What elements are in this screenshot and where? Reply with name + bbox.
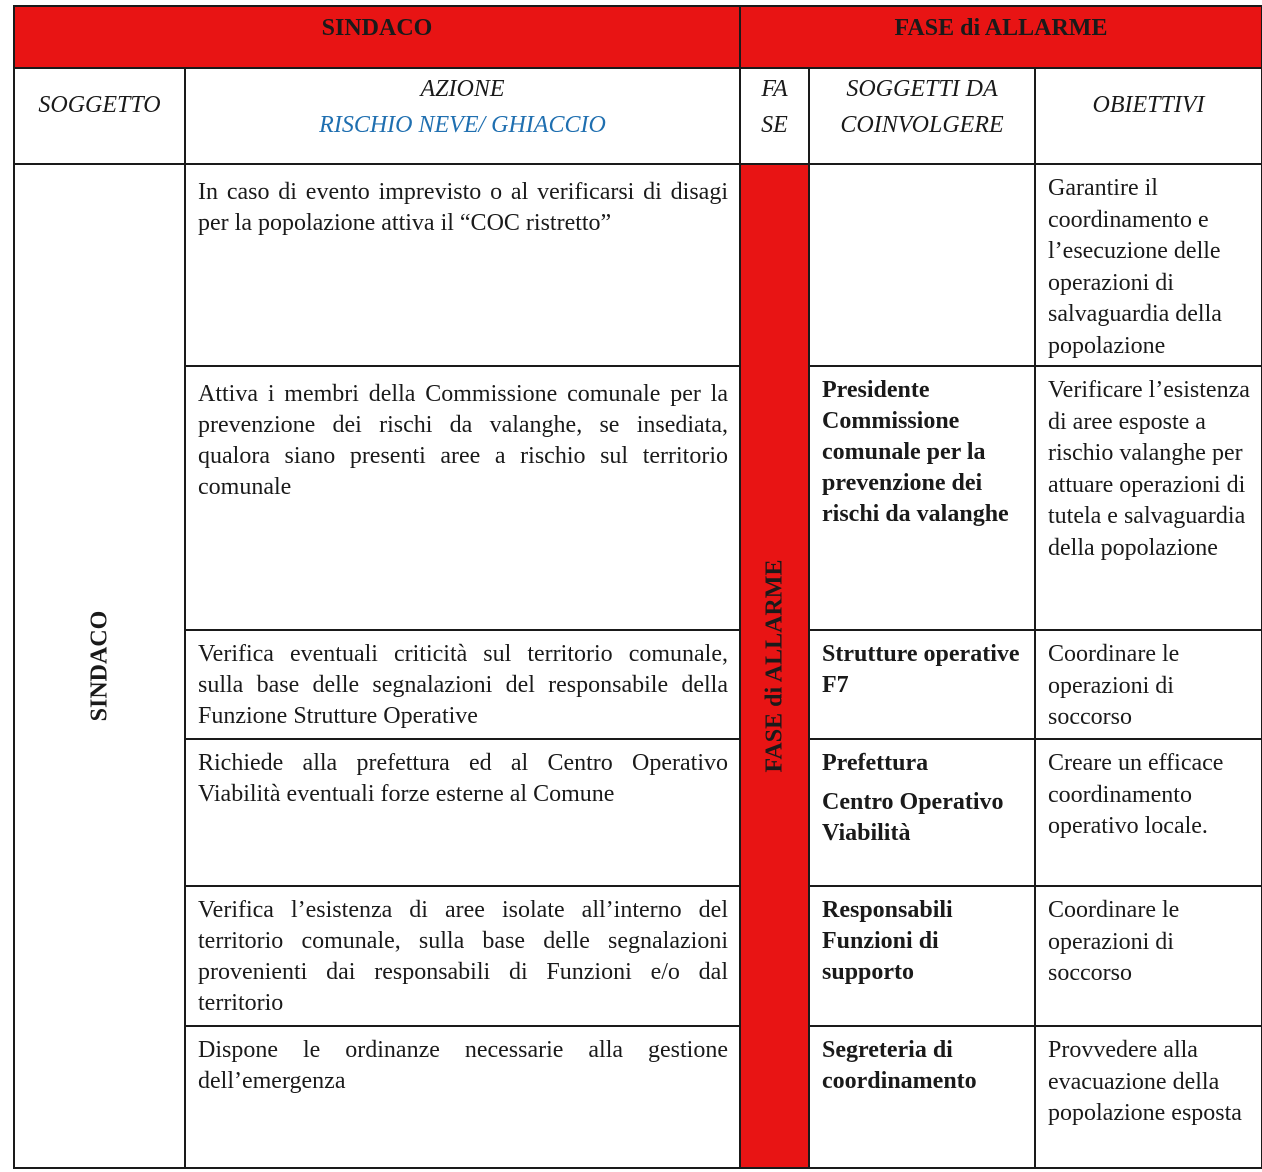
soggetti-secondary: Centro Operativo Viabilità <box>822 789 1004 846</box>
fase-cell <box>740 164 809 1168</box>
obiettivi-cell: Garantire il coordinamento e l’esecuzione delle operazioni di salvaguardia della popolazione <box>1035 164 1262 366</box>
soggetti-cell <box>809 164 1035 366</box>
header-soggetti <box>809 68 1035 164</box>
header-soggetti-line1: SOGGETTI DA <box>846 76 998 102</box>
header-fase-line2: SE <box>761 112 788 138</box>
header-fase <box>740 68 809 164</box>
soggetti-cell: Strutture operative F7 <box>809 630 1035 739</box>
header-soggetti-line2: COINVOLGERE <box>840 112 1004 138</box>
azione-cell: Verifica l’esistenza di aree isolate all’interno del territorio comunale, sulla base delle segnalazioni provenienti dai responsabili di Funzioni e/o dal territorio <box>185 886 740 1026</box>
obiettivi-cell: Verificare l’esistenza di aree esposte a rischio valanghe per attuare operazioni di tutela e salvaguardia della popolazione <box>1035 366 1262 630</box>
banner-row <box>14 6 1262 68</box>
azione-cell: Richiede alla prefettura ed al Centro Operativo Viabilità eventuali forze esterne al Comune <box>185 739 740 886</box>
header-azione-subtitle: RISCHIO NEVE/ GHIACCIO <box>319 112 606 138</box>
table-row <box>14 739 1262 886</box>
table-row <box>14 366 1262 630</box>
soggetto-cell <box>14 164 185 1168</box>
azione-cell: Attiva i membri della Commissione comunale per la prevenzione dei rischi da valanghe, se insediata, qualora siano presenti aree a rischio sul territorio comunale <box>185 366 740 630</box>
table-row <box>14 1026 1262 1168</box>
table-row <box>14 630 1262 739</box>
procedure-table-sheet <box>13 5 1261 1167</box>
header-soggetto: SOGGETTO <box>14 68 185 164</box>
header-obiettivi: OBIETTIVI <box>1035 68 1262 164</box>
banner-left-title: SINDACO <box>14 6 740 68</box>
banner-right-title: FASE di ALLARME <box>740 6 1262 68</box>
soggetti-cell: Segreteria di coordinamento <box>809 1026 1035 1168</box>
azione-cell: Verifica eventuali criticità sul territorio comunale, sulla base delle segnalazioni del responsabile della Funzione Strutture Operative <box>185 630 740 739</box>
header-azione-label: AZIONE <box>420 76 505 102</box>
table-row <box>14 886 1262 1026</box>
table-row <box>14 164 1262 366</box>
soggetti-primary: Prefettura <box>822 750 929 776</box>
soggetti-cell: Responsabili Funzioni di supporto <box>809 886 1035 1026</box>
soggetti-cell: Presidente Commissione comunale per la prevenzione dei rischi da valanghe <box>809 366 1035 630</box>
obiettivi-cell: Creare un efficace coordinamento operativo locale. <box>1035 739 1262 886</box>
column-header-row <box>14 68 1262 164</box>
soggetto-vertical-label: SINDACO <box>86 610 112 722</box>
azione-cell: Dispone le ordinanze necessarie alla gestione dell’emergenza <box>185 1026 740 1168</box>
header-fase-line1: FA <box>761 76 788 102</box>
obiettivi-cell: Coordinare le operazioni di soccorso <box>1035 630 1262 739</box>
obiettivi-cell: Coordinare le operazioni di soccorso <box>1035 886 1262 1026</box>
procedure-table <box>13 5 1262 1169</box>
header-azione <box>185 68 740 164</box>
obiettivi-cell: Provvedere alla evacuazione della popolazione esposta <box>1035 1026 1262 1168</box>
azione-cell: In caso di evento imprevisto o al verificarsi di disagi per la popolazione attiva il “COC ristretto” <box>185 164 740 366</box>
soggetti-cell <box>809 739 1035 886</box>
fase-vertical-label: FASE di ALLARME <box>761 559 787 773</box>
